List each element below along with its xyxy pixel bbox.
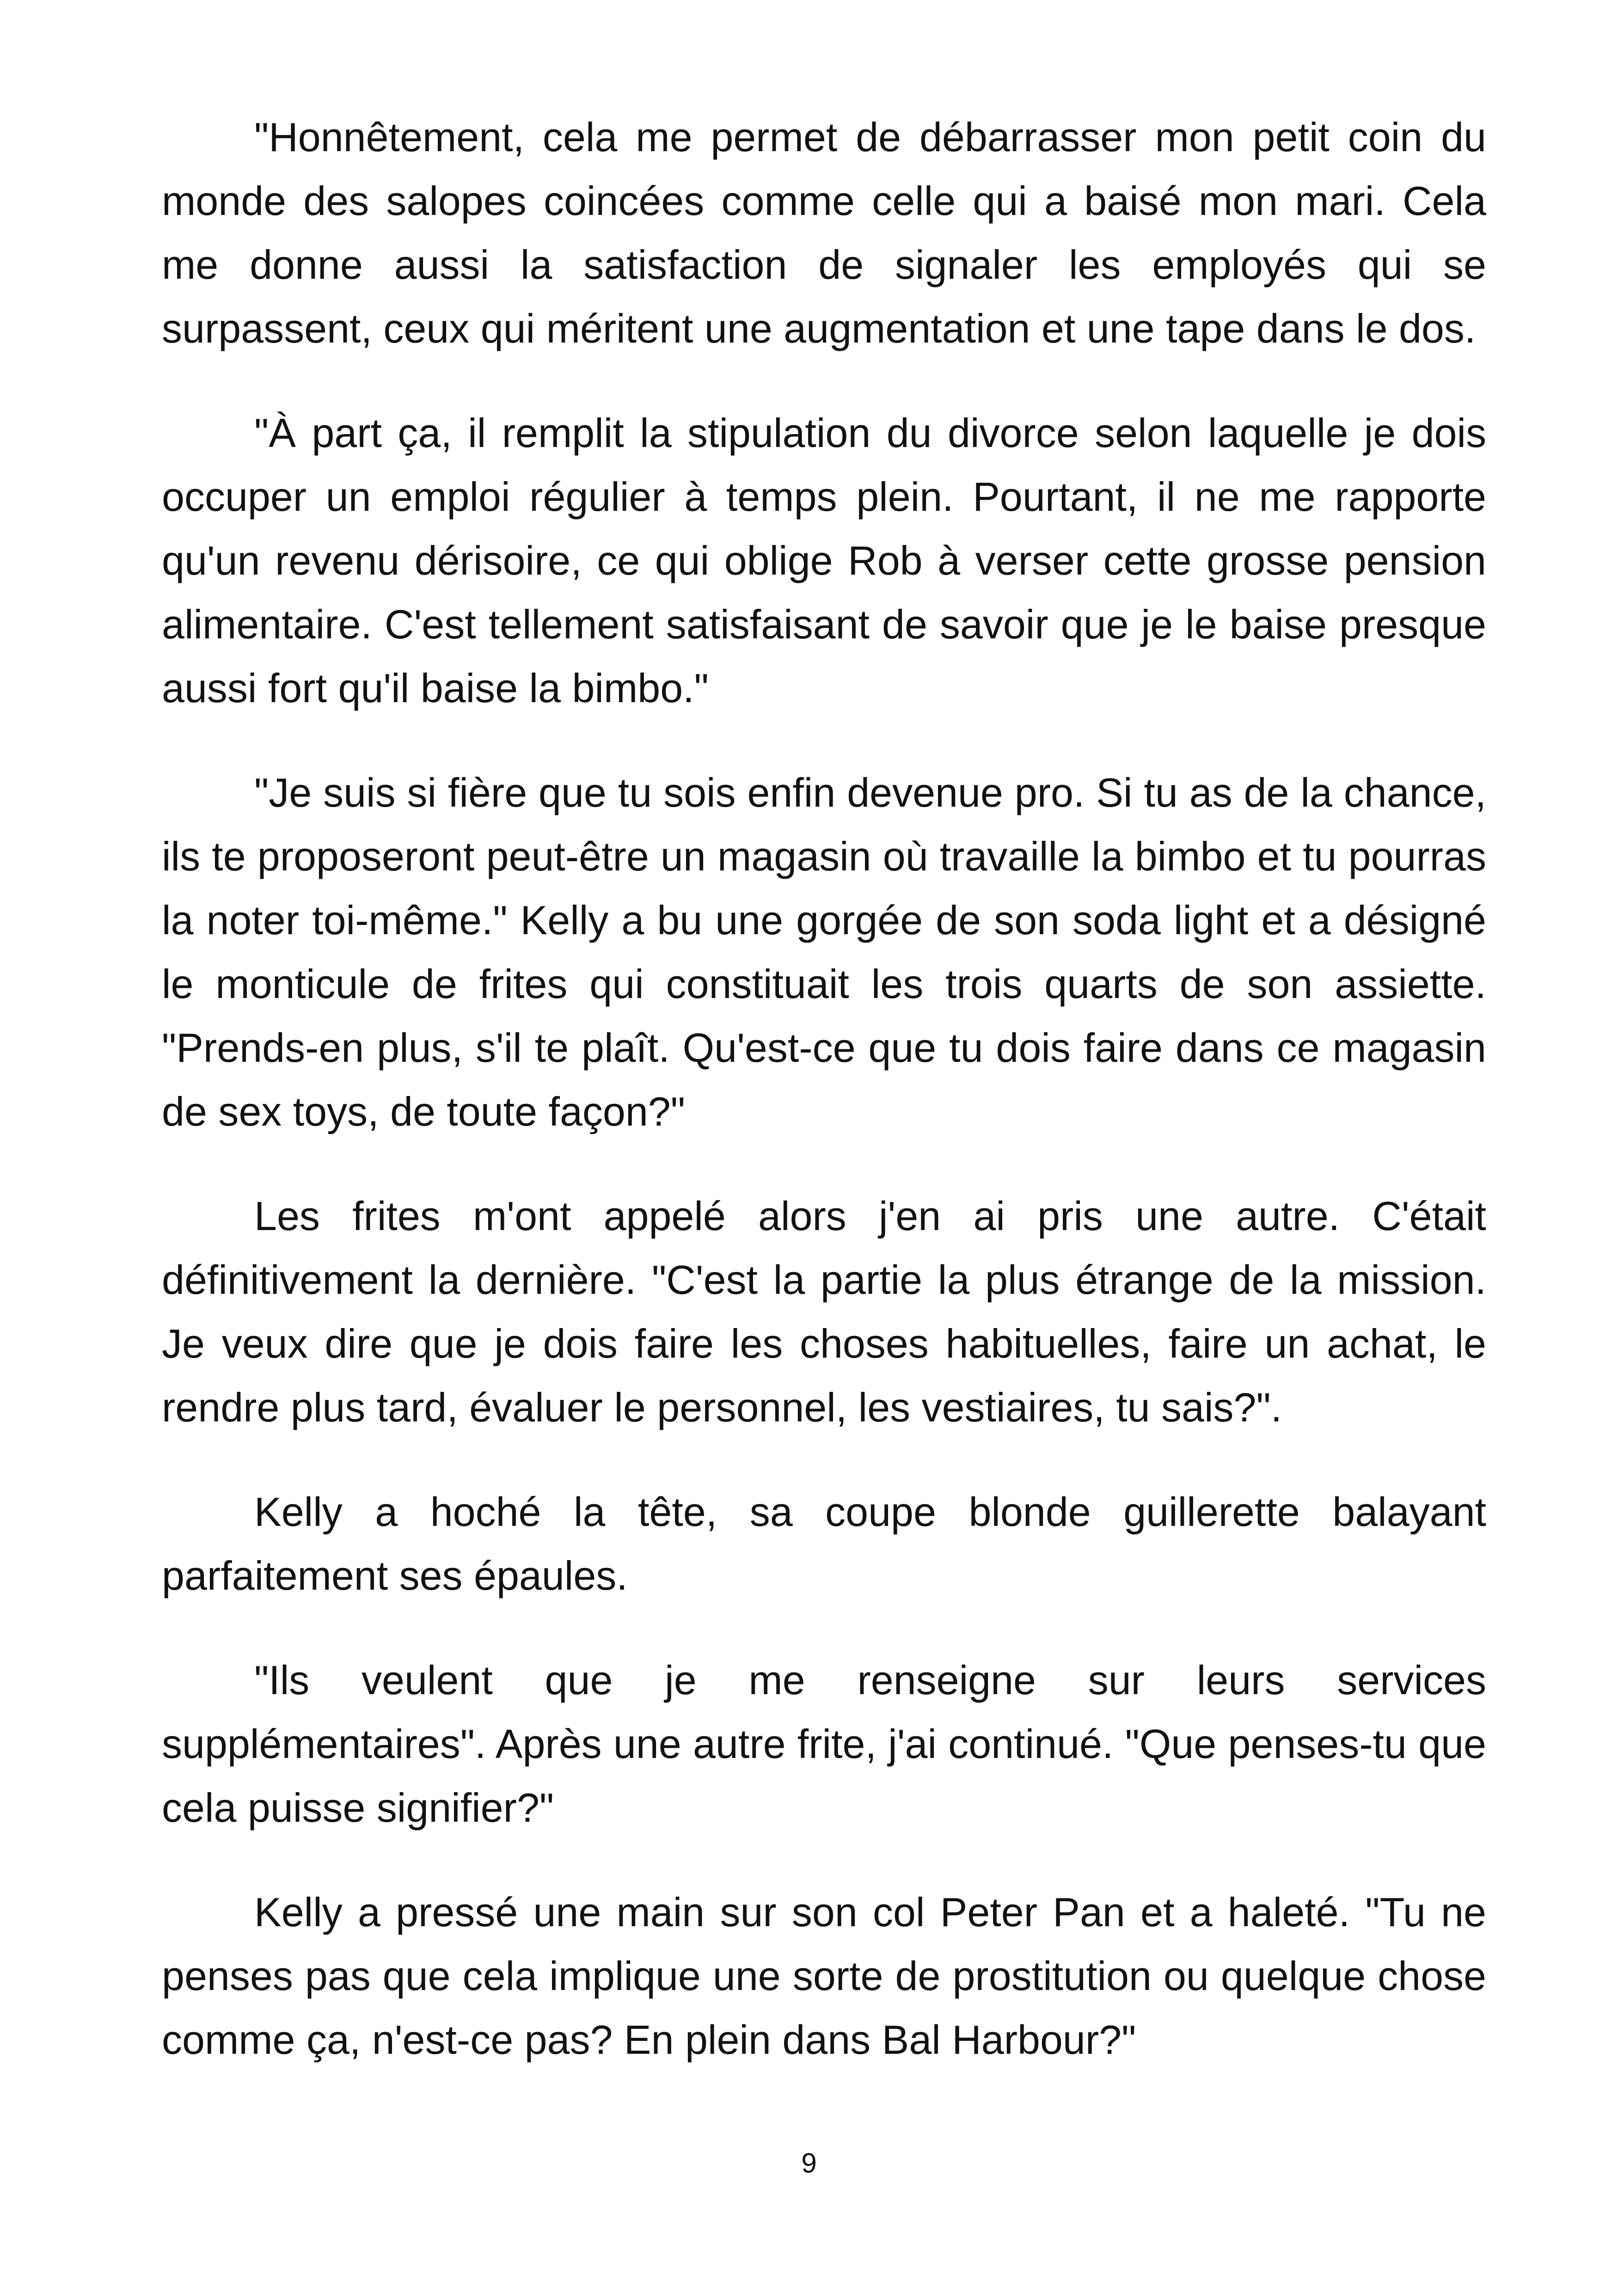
page-number: 9 <box>801 2148 817 2179</box>
paragraph: "Je suis si fière que tu sois enfin devenue pro. Si tu as de la chance, ils te proposeront peut-être un magasin où travaille la bimbo et tu pourras la noter toi-même." Kelly a bu une gorgée de son soda light et a désigné le monticule de frites qui constituait les trois quarts de son assiette. "Prends-en plus, s'il te plaît. Qu'est-ce que tu dois faire dans ce magasin de sex toys, de toute façon?" <box>162 770 1486 1134</box>
paragraph: Kelly a pressé une main sur son col Peter Pan et a haleté. "Tu ne penses pas que cela implique une sorte de prostitution ou quelque chose comme ça, n'est-ce pas? En plein dans Bal Harbour?" <box>162 1889 1486 2063</box>
paragraph: "Honnêtement, cela me permet de débarrasser mon petit coin du monde des salopes coincées comme celle qui a baisé mon mari. Cela me donne aussi la satisfaction de signaler les employés qui se surpassent, ceux qui méritent une augmentation et une tape dans le dos. <box>162 114 1486 351</box>
paragraph: "Ils veulent que je me renseigne sur leurs services supplémentaires". Après une autre frite, j'ai continué. "Que penses-tu que cela puisse signifier?" <box>162 1657 1486 1831</box>
paragraph: Les frites m'ont appelé alors j'en ai pris une autre. C'était définitivement la dernière. "C'est la partie la plus étrange de la mission. Je veux dire que je dois faire les choses habituelles, faire un achat, le rendre plus tard, évaluer le personnel, les vestiaires, tu sais?". <box>162 1193 1486 1430</box>
paragraph: "À part ça, il remplit la stipulation du divorce selon laquelle je dois occuper un emploi régulier à temps plein. Pourtant, il ne me rapporte qu'un revenu dérisoire, ce qui oblige Rob à verser cette grosse pension alimentaire. C'est tellement satisfaisant de savoir que je le baise presque aussi fort qu'il baise la bimbo." <box>162 410 1486 711</box>
body-text <box>162 105 1486 2112</box>
paragraph: Kelly a hoché la tête, sa coupe blonde guillerette balayant parfaitement ses épaules. <box>162 1489 1486 1598</box>
